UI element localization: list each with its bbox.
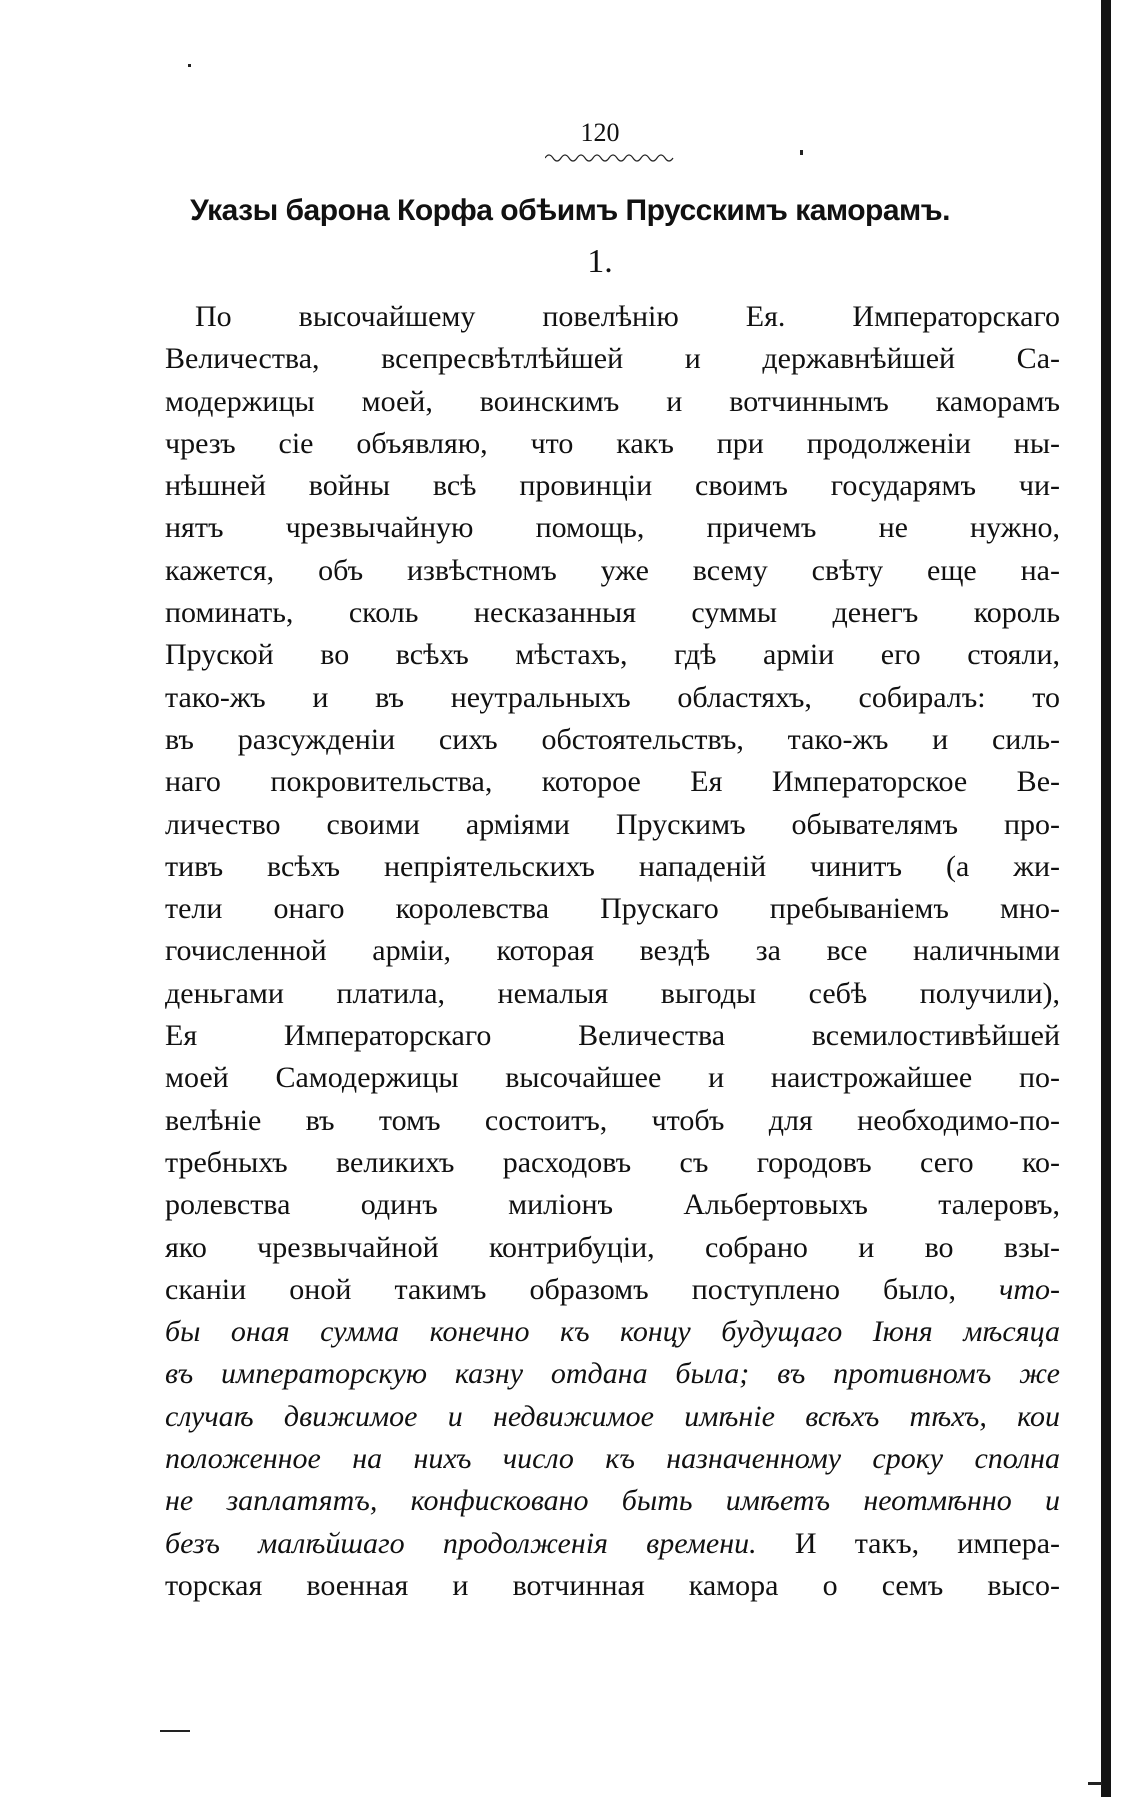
- text-line: [165, 1396, 1060, 1438]
- text-line-content: положенное на нихъ число къ назначенному сроку сполна: [165, 1442, 1060, 1476]
- text-line-content: торская военная и вотчинная камора о семъ высо-: [165, 1568, 1060, 1602]
- text-line-content: бы оная сумма конечно къ концу будущаго Іюня мѣсяца: [165, 1315, 1060, 1349]
- text-line: [165, 1565, 1060, 1607]
- text-line-normal-tail: И такъ, импера-: [794, 1526, 1060, 1560]
- text-line-content: кажется, объ извѣстномъ уже всему свѣту еще на-: [165, 553, 1060, 587]
- text-line: [165, 592, 1060, 634]
- text-line: [165, 507, 1060, 549]
- text-line-content: поминать, сколь несказанныя суммы денегъ король: [165, 596, 1060, 630]
- text-line-content: Величества, всепресвѣтлѣйшей и державнѣйшей Са-: [165, 342, 1060, 376]
- text-line-content: въ императорскую казну отдана была; въ противномъ же: [165, 1357, 1060, 1391]
- text-line: [165, 719, 1060, 761]
- text-line: [165, 338, 1060, 380]
- text-line-content: гочисленной арміи, которая вездѣ за все наличными: [165, 934, 1060, 968]
- text-line-content: требныхъ великихъ расходовъ съ городовъ сего ко-: [165, 1145, 1060, 1179]
- text-line-content: Пруской во всѣхъ мѣстахъ, гдѣ арміи его стояли,: [165, 638, 1060, 672]
- text-line: [165, 846, 1060, 888]
- text-line: [165, 634, 1060, 676]
- text-line: [165, 1269, 1060, 1311]
- scan-speck: [188, 64, 191, 67]
- ornamental-wavy-rule: [545, 152, 675, 164]
- text-line-content: не заплатятъ, конфисковано быть имѣетъ неотмѣнно и: [165, 1484, 1060, 1518]
- scan-speck: [1088, 1782, 1102, 1785]
- text-line-content: безъ малѣйшаго продолженія времени.: [165, 1526, 757, 1560]
- page-number: 120: [580, 118, 620, 147]
- text-line-content: деньгами платила, немалыя выгоды себѣ получили),: [165, 976, 1060, 1010]
- text-line-content: наго покровительства, которое Ея Императорское Ве-: [165, 765, 1060, 799]
- text-line: [165, 1227, 1060, 1269]
- text-line-content: модержицы моей, воинскимъ и вотчиннымъ каморамъ: [165, 384, 1060, 418]
- text-line-italic-tail: что-: [999, 1272, 1061, 1306]
- text-line: [165, 1438, 1060, 1480]
- text-line-content: тако-жъ и въ неутральныхъ областяхъ, собиралъ: то: [165, 680, 1060, 714]
- text-line-content: моей Самодержицы высочайшее и наистрожайшее по-: [165, 1061, 1060, 1095]
- text-line-content: яко чрезвычайной контрибуціи, собрано и во взы-: [165, 1230, 1060, 1264]
- text-line-content: чрезъ сіе объявляю, что какъ при продолженіи ны-: [165, 426, 1060, 460]
- text-line-content: По высочайшему повелѣнію Ея. Императорскаго: [195, 300, 1060, 333]
- text-line: [165, 1311, 1060, 1353]
- text-line: [165, 677, 1060, 719]
- text-line-content: Ея Императорскаго Величества всемилостивѣйшей: [165, 1019, 1060, 1053]
- text-line: [165, 465, 1060, 507]
- body-text: [165, 296, 1060, 1607]
- scan-edge-bar: [1101, 0, 1111, 1797]
- text-line: [165, 1015, 1060, 1057]
- text-line: [165, 381, 1060, 423]
- text-line-content: сканіи оной такимъ образомъ поступлено было,: [165, 1272, 956, 1306]
- text-line: [165, 423, 1060, 465]
- text-line: [165, 296, 1060, 338]
- text-line-content: случаѣ движимое и недвижимое имѣніе всѣхъ тѣхъ, кои: [165, 1399, 1060, 1433]
- page-title: Указы барона Корфа обѣимъ Прусскимъ каморамъ.: [190, 194, 950, 227]
- text-line: [165, 930, 1060, 972]
- text-line-content: тивъ всѣхъ непріятельскихъ нападеній чинитъ (а жи-: [165, 849, 1060, 883]
- text-line: [165, 888, 1060, 930]
- text-line: [165, 1184, 1060, 1226]
- text-line-content: тели онаго королевства Прускаго пребываніемъ мно-: [165, 892, 1060, 926]
- text-line-content: нѣшней войны всѣ провинціи своимъ государямъ чи-: [165, 469, 1060, 503]
- text-line-content: велѣніе въ томъ состоитъ, чтобъ для необходимо-по-: [165, 1103, 1060, 1137]
- text-line: [165, 1523, 1060, 1565]
- text-line: [165, 973, 1060, 1015]
- text-line: [165, 550, 1060, 592]
- text-line-content: личество своими арміями Прускимъ обывателямъ про-: [165, 807, 1060, 841]
- scan-speck: [160, 1730, 190, 1732]
- text-line: [165, 1057, 1060, 1099]
- scan-speck: [800, 150, 803, 155]
- text-line-content: ролевства одинъ миліонъ Альбертовыхъ талеровъ,: [165, 1188, 1060, 1222]
- text-line: [165, 1480, 1060, 1522]
- text-line-content: нятъ чрезвычайную помощь, причемъ не нужно,: [165, 511, 1060, 545]
- text-line-content: въ разсужденіи сихъ обстоятельствъ, тако-жъ и силь-: [165, 722, 1060, 756]
- section-number: 1.: [587, 243, 613, 280]
- text-line: [165, 1353, 1060, 1395]
- text-line: [165, 1100, 1060, 1142]
- text-line: [165, 1142, 1060, 1184]
- text-line: [165, 804, 1060, 846]
- text-line: [165, 761, 1060, 803]
